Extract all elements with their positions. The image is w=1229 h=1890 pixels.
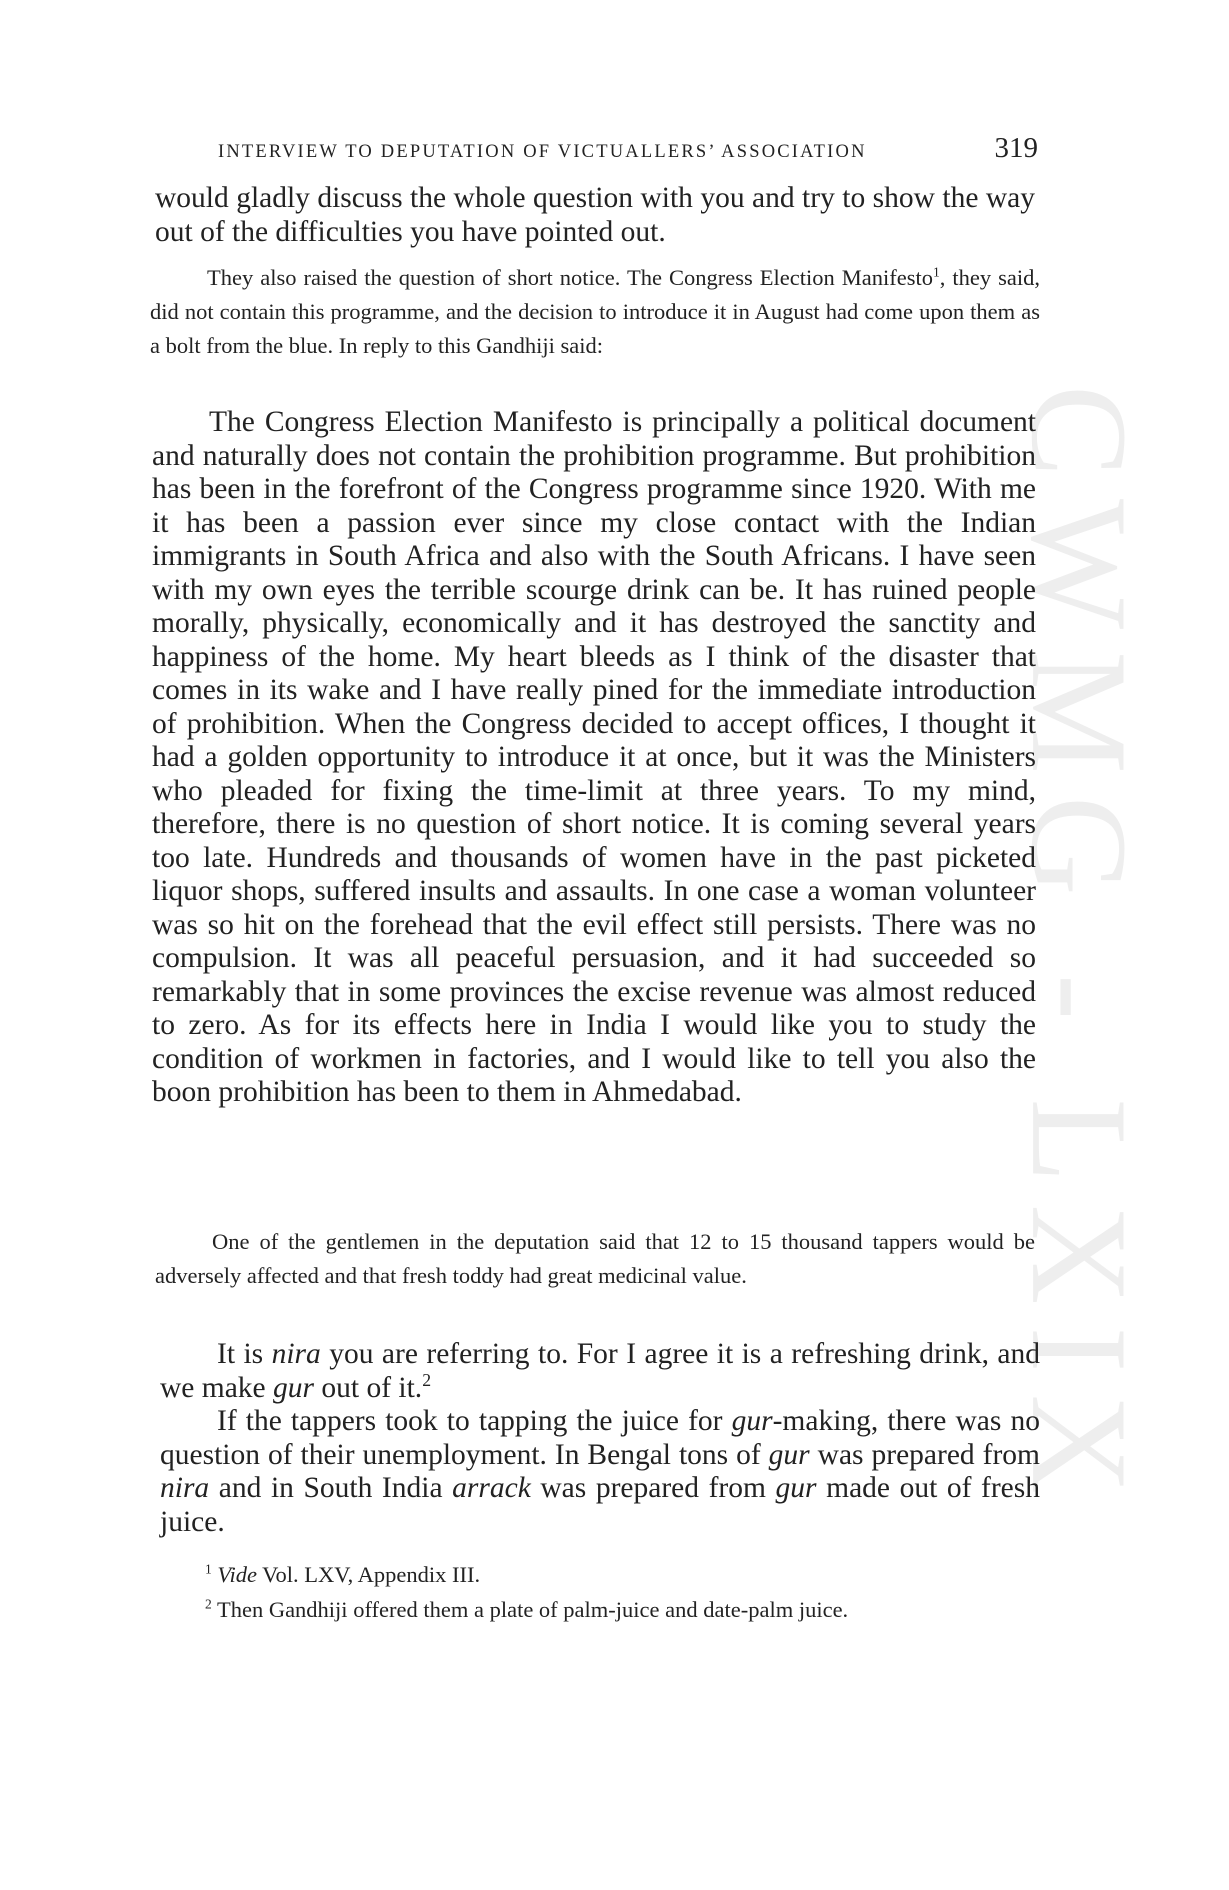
text-run: If the tappers took to tapping the juice for xyxy=(217,1405,732,1437)
nira-text xyxy=(160,1338,1040,1405)
running-title: INTERVIEW TO DEPUTATION OF VICTUALLERS’ ASSOCIATION xyxy=(218,142,867,162)
italic-term: gur xyxy=(775,1472,817,1504)
text-run: made out of fresh juice. xyxy=(160,1472,1041,1538)
italic-term: gur xyxy=(731,1405,773,1437)
text-run: was prepared from xyxy=(530,1472,776,1504)
narration-text-part: , they said, did not contain this programme, and the decision to introduce it in August had come upon them as a bolt from the blue. In reply to this Gandhiji said: xyxy=(150,265,1040,358)
deputation-remark xyxy=(155,1225,1035,1293)
text-run: you are referring to. For I agree it is a refreshing drink, and we make xyxy=(160,1338,1040,1404)
page-number: 319 xyxy=(994,132,1038,164)
narration-text xyxy=(150,261,1040,363)
text-run: out of it. xyxy=(314,1371,423,1404)
italic-term: arrack xyxy=(452,1472,531,1504)
footnote-mark: 1 xyxy=(205,1561,212,1577)
paragraph-text: would gladly discuss the whole question with you and try to show the way out of the difficulties you have pointed out. xyxy=(155,182,1035,248)
paragraph-continuation xyxy=(155,182,1035,249)
remark-text: One of the gentlemen in the deputation said that 12 to 15 thousand tappers would be adversely affected and that fresh toddy had great medicinal value. xyxy=(155,1229,1035,1288)
watermark-text: CWMG - LXIX xyxy=(1003,384,1157,1516)
footnotes xyxy=(205,1557,1040,1627)
italic-term: nira xyxy=(271,1338,321,1370)
text-run: -making, there was no question of their unemployment. In Bengal tons of xyxy=(160,1405,1040,1471)
narration-paragraph xyxy=(150,261,1040,363)
narration-text-part: They also raised the question of short notice. The Congress Election Manifesto xyxy=(207,265,933,290)
footnote-text: Vol. LXV, Appendix III. xyxy=(256,1562,481,1587)
footnote-text: Then Gandhiji offered them a plate of palm-juice and date-palm juice. xyxy=(216,1597,849,1622)
text-run: It is xyxy=(217,1338,272,1370)
footnote-mark: 2 xyxy=(205,1596,212,1612)
italic-term: gur xyxy=(768,1438,810,1471)
footnote-ref-1: 1 xyxy=(932,264,940,280)
gandhiji-reply xyxy=(152,406,1036,1110)
footnote-1 xyxy=(205,1557,1040,1592)
footnote-ref-2: 2 xyxy=(422,1369,432,1390)
italic-term: nira xyxy=(160,1472,210,1504)
italic-term: Vide xyxy=(217,1562,257,1587)
footnote-2 xyxy=(205,1592,1040,1627)
italic-term: gur xyxy=(273,1371,315,1404)
nira-paragraph xyxy=(160,1338,1040,1539)
text-run: and in South India xyxy=(209,1472,453,1504)
tappers-text xyxy=(160,1405,1040,1539)
reply-text: The Congress Election Manifesto is principally a political document and naturally does not contain the prohibition programme. But prohibition has been in the forefront of the Congress programme since 1920. With me it has been a passion ever since my close contact with the Indian immigrants in South Africa and also with the South Africans. I have seen with my own eyes the terrible scourge drink can be. It has ruined people morally, physically, economically and it has destroyed the sanctity and happiness of the home. My heart bleeds as I think of the disaster that comes in its wake and I have really pined for the immediate introduction of prohibition. When the Congress decided to accept offices, I thought it had a golden opportunity to introduce it at once, but it was the Ministers who pleaded for fixing the time-limit at three years. To my mind, therefore, there is no question of short notice. It is coming several years too late. Hundreds and thousands of women have in the past picketed liquor shops, suffered insults and assaults. In one case a woman volunteer was so hit on the forehead that the evil effect still persists. There was no compulsion. It was all peaceful persuasion, and it had succeeded so remarkably that in some provinces the excise revenue was almost reduced to zero. As for its effects here in India I would like you to study the condition of workmen in factories, and I would like to tell you also the boon prohibition has been to them in Ahmedabad. xyxy=(152,406,1036,1108)
running-header xyxy=(218,132,1038,165)
text-run: was prepared from xyxy=(809,1438,1040,1471)
